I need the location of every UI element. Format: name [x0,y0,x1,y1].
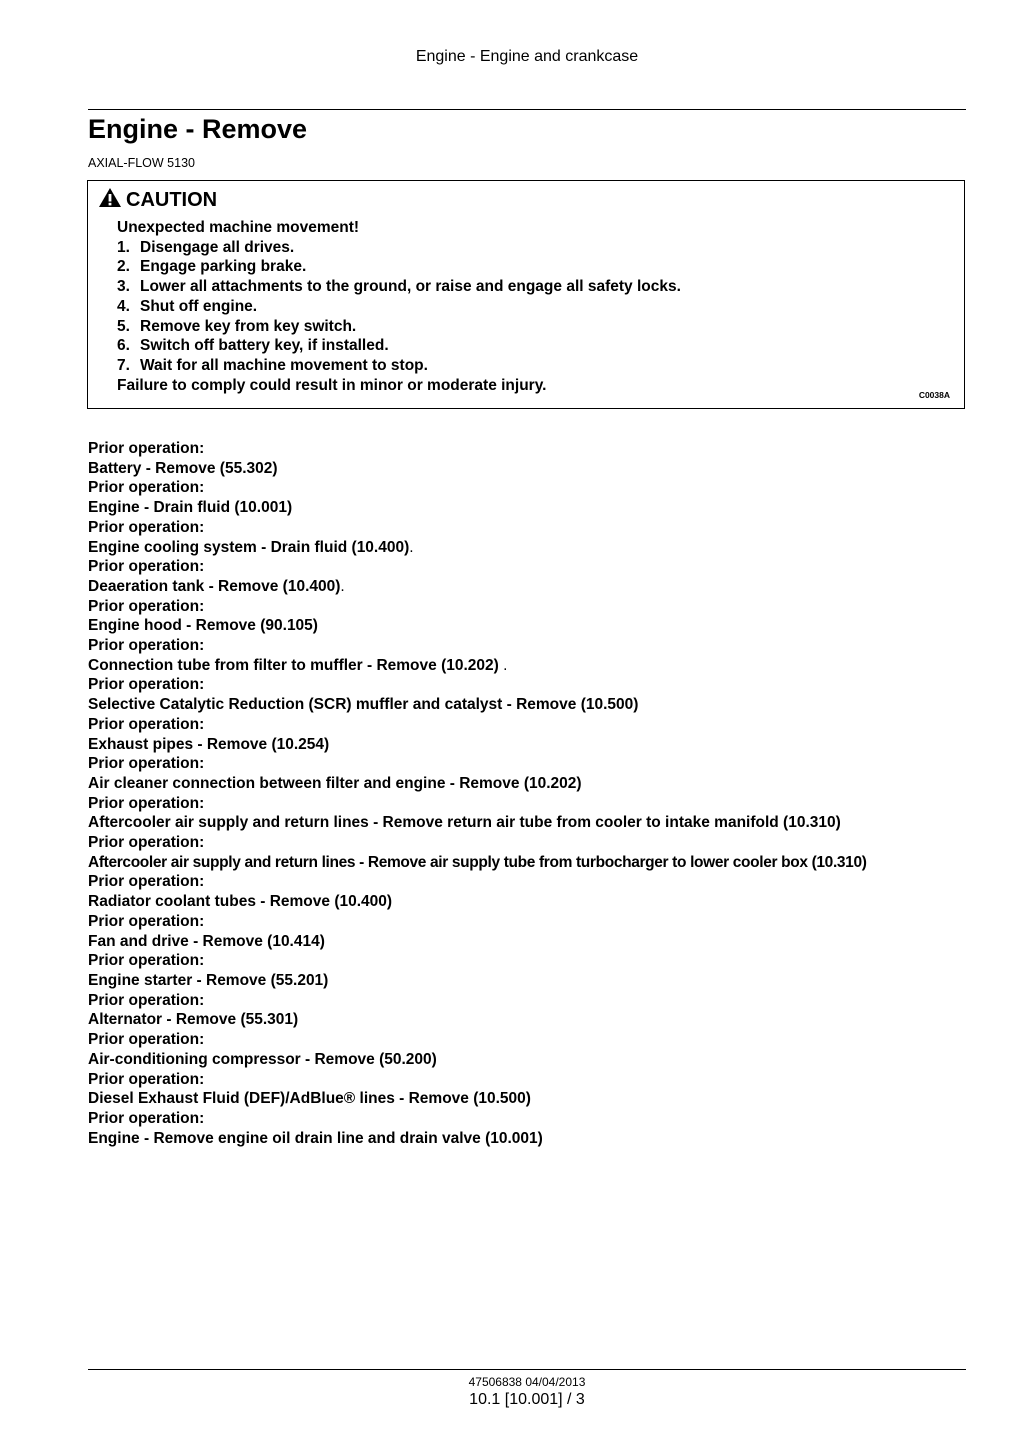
caution-step [117,297,681,317]
running-header: Engine - Engine and crankcase [415,48,639,65]
caution-code: C0038A [918,390,950,400]
prior-operation-label: Prior operation: [88,597,205,615]
prior-operation-link[interactable]: Connection tube from filter to muffler - Remove (10.202) [88,656,499,674]
caution-step-number: 5. [117,317,130,335]
prior-operation-link[interactable]: Alternator - Remove (55.301) [88,1011,299,1029]
prior-operation-link[interactable]: Air cleaner connection between filter and engine - Remove (10.202) [88,774,582,792]
caution-step-text: Lower all attachments to the ground, or raise and engage all safety locks. [140,278,681,296]
prior-operation-item [88,577,867,597]
prior-operation-link[interactable]: Selective Catalytic Reduction (SCR) muffler and catalyst - Remove (10.500) [88,696,639,714]
prior-operation-label: Prior operation: [88,676,205,694]
caution-step-text: Engage parking brake. [140,258,307,276]
document-info: 47506838 04/04/2013 [468,1375,586,1389]
prior-operation-link[interactable]: Exhaust pipes - Remove (10.254) [88,735,330,753]
prior-operation-link[interactable]: Aftercooler air supply and return lines - Remove air supply tube from turbocharger to lower cooler box (10.310) [88,853,867,871]
prior-operation-link[interactable]: Engine starter - Remove (55.201) [88,971,329,989]
caution-step-number: 6. [117,337,130,355]
prior-operation-label: Prior operation: [88,755,205,773]
caution-step-number: 3. [117,278,130,296]
caution-step-text: Wait for all machine movement to stop. [140,356,428,374]
page-number: 10.1 [10.001] / 3 [469,1391,585,1408]
caution-box [87,180,965,409]
prior-operation-link[interactable]: Engine - Remove engine oil drain line and drain valve (10.001) [88,1129,543,1147]
prior-operation-label: Prior operation: [88,1109,205,1127]
caution-steps [117,238,681,376]
caution-step-text: Remove key from key switch. [140,317,357,335]
caution-header [98,187,217,213]
caution-body [117,218,681,395]
prior-operation-link[interactable]: Air-conditioning compressor - Remove (50.200) [88,1050,437,1068]
caution-step-number: 1. [117,238,130,256]
prior-operation-item [88,1010,867,1030]
prior-operation-item [88,616,867,636]
prior-operation-suffix: . [409,538,414,556]
prior-operation-label: Prior operation: [88,952,205,970]
prior-operation-suffix: . [498,656,508,674]
prior-operation-item [88,892,867,912]
caution-step [117,317,681,337]
prior-operation-item [88,656,867,676]
prior-operation-label: Prior operation: [88,440,205,457]
caution-step [117,336,681,356]
footer-divider [88,1369,966,1370]
caution-step [117,277,681,297]
prior-operation-item [88,459,867,479]
caution-step-text: Disengage all drives. [140,238,295,256]
prior-operation-item [88,813,867,833]
prior-operation-item [88,1050,867,1070]
prior-operation-link[interactable]: Fan and drive - Remove (10.414) [88,932,325,950]
caution-title: CAUTION [126,188,218,211]
caution-step [117,238,681,258]
prior-operation-link[interactable]: Engine hood - Remove (90.105) [88,617,318,635]
page-title: Engine - Remove [88,114,308,144]
prior-operation-item [88,1089,867,1109]
caution-intro: Unexpected machine movement! [117,219,360,236]
prior-operation-link[interactable]: Radiator coolant tubes - Remove (10.400) [88,893,393,911]
caution-step-text: Switch off battery key, if installed. [140,337,389,355]
prior-operation-item [88,498,867,518]
prior-operation-link[interactable]: Engine - Drain fluid (10.001) [88,499,293,517]
prior-operation-link[interactable]: Diesel Exhaust Fluid (DEF)/AdBlue® lines - Remove (10.500) [88,1090,531,1108]
prior-operation-label: Prior operation: [88,558,205,576]
prior-operation-label: Prior operation: [88,715,205,733]
caution-step-number: 7. [117,356,130,374]
prior-operation-suffix: . [340,577,345,595]
caution-step-number: 4. [117,297,130,315]
caution-step [117,257,681,277]
prior-operation-link[interactable]: Engine cooling system - Drain fluid (10.400) [88,538,410,556]
prior-operation-link[interactable]: Deaeration tank - Remove (10.400) [88,577,341,595]
prior-operation-label: Prior operation: [88,479,205,497]
prior-operation-label: Prior operation: [88,912,205,930]
prior-operation-label: Prior operation: [88,1070,205,1088]
prior-operation-item [88,971,867,991]
prior-operation-label: Prior operation: [88,794,205,812]
model-label: AXIAL-FLOW 5130 [88,156,195,170]
prior-operation-label: Prior operation: [88,637,205,655]
prior-operation-label: Prior operation: [88,873,205,891]
caution-step-number: 2. [117,258,130,276]
header-divider [88,109,966,110]
prior-operation-item [88,695,867,715]
prior-operation-link[interactable]: Battery - Remove (55.302) [88,459,278,477]
prior-operation-item [88,932,867,952]
prior-operation-label: Prior operation: [88,518,205,536]
prior-operation-label: Prior operation: [88,991,205,1009]
prior-operation-item [88,735,867,755]
caution-step [117,356,681,376]
prior-operation-item [88,1129,867,1149]
prior-operation-label: Prior operation: [88,1031,205,1049]
prior-operation-link[interactable]: Aftercooler air supply and return lines - Remove return air tube from cooler to intake manifold (10.310) [88,814,841,832]
prior-operation-item [88,774,867,794]
prior-operation-item [88,538,867,558]
prior-operation-label: Prior operation: [88,834,205,852]
warning-triangle-icon [98,187,122,213]
caution-footer: Failure to comply could result in minor or moderate injury. [117,376,547,394]
caution-step-text: Shut off engine. [140,297,258,315]
prior-operation-item [88,853,867,873]
prior-operations-list [88,439,867,1148]
